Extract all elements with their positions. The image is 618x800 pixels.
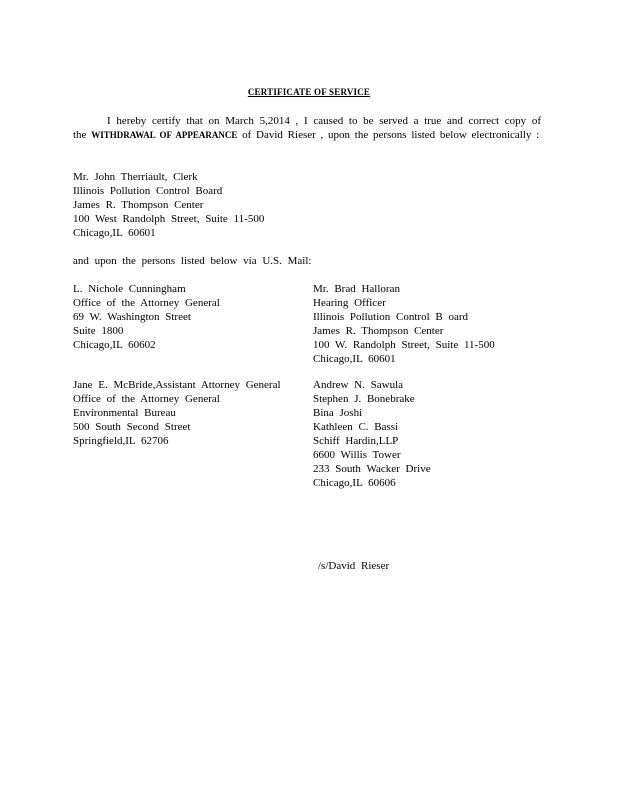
address-line: Chicago,IL 60601 [73, 227, 156, 239]
address-line: Mr. John Therriault, Clerk [73, 171, 198, 183]
document-title [0, 87, 618, 97]
certification-text-part1: I hereby certify that on March 5,2014 , I caused to be served a true and correct copy of the [73, 115, 541, 141]
address-line: Chicago,IL 60606 [313, 477, 396, 489]
signature: /s/David Rieser [318, 560, 390, 572]
document-title-text: CERTIFICATE OF SERVICE [247, 87, 371, 97]
address-line: Suite 1800 [73, 325, 124, 337]
filing-title: WITHDRAWAL OF APPEARANCE [91, 130, 238, 140]
address-line: Chicago,IL 60602 [73, 339, 156, 351]
address-line: 100 West Randolph Street, Suite 11-500 [73, 213, 265, 225]
address-line: Schiff Hardin,LLP [313, 435, 399, 447]
address-line: 100 W. Randolph Street, Suite 11-500 [313, 339, 495, 351]
address-line: Hearing Officer [313, 297, 386, 309]
address-line: L. Nichole Cunningham [73, 283, 186, 295]
address-line: James R. Thompson Center [73, 199, 204, 211]
address-line: Stephen J. Bonebrake [313, 393, 415, 405]
address-line: 500 South Second Street [73, 421, 191, 433]
address-line: Mr. Brad Halloran [313, 283, 400, 295]
service-address-sawula [313, 378, 431, 490]
address-line: Office of the Attorney General [73, 297, 220, 309]
address-line: Bina Joshi [313, 407, 363, 419]
service-address-halloran [313, 282, 495, 366]
address-line: James R. Thompson Center [313, 325, 444, 337]
address-line: Environmental Bureau [73, 407, 176, 419]
address-line: Illinois Pollution Control Board [73, 185, 223, 197]
address-line: 233 South Wacker Drive [313, 463, 431, 475]
mail-service-intro: and upon the persons listed below via U.S. Mail: [73, 255, 312, 267]
address-line: 69 W. Washington Street [73, 311, 191, 323]
certification-text-part2: of David Rieser , upon the persons listed below electronically : [237, 129, 540, 141]
certification-paragraph [73, 114, 541, 142]
address-line: Illinois Pollution Control B oard [313, 311, 469, 323]
primary-recipient-address [73, 170, 264, 240]
service-address-mcbride [73, 378, 281, 448]
address-line: Office of the Attorney General [73, 393, 220, 405]
address-line: Jane E. McBride,Assistant Attorney General [73, 379, 281, 391]
service-address-cunningham [73, 282, 220, 352]
address-line: 6600 Willis Tower [313, 449, 401, 461]
address-line: Kathleen C. Bassi [313, 421, 399, 433]
address-line: Springfield,IL 62706 [73, 435, 169, 447]
address-line: Chicago,IL 60601 [313, 353, 396, 365]
address-line: Andrew N. Sawula [313, 379, 404, 391]
